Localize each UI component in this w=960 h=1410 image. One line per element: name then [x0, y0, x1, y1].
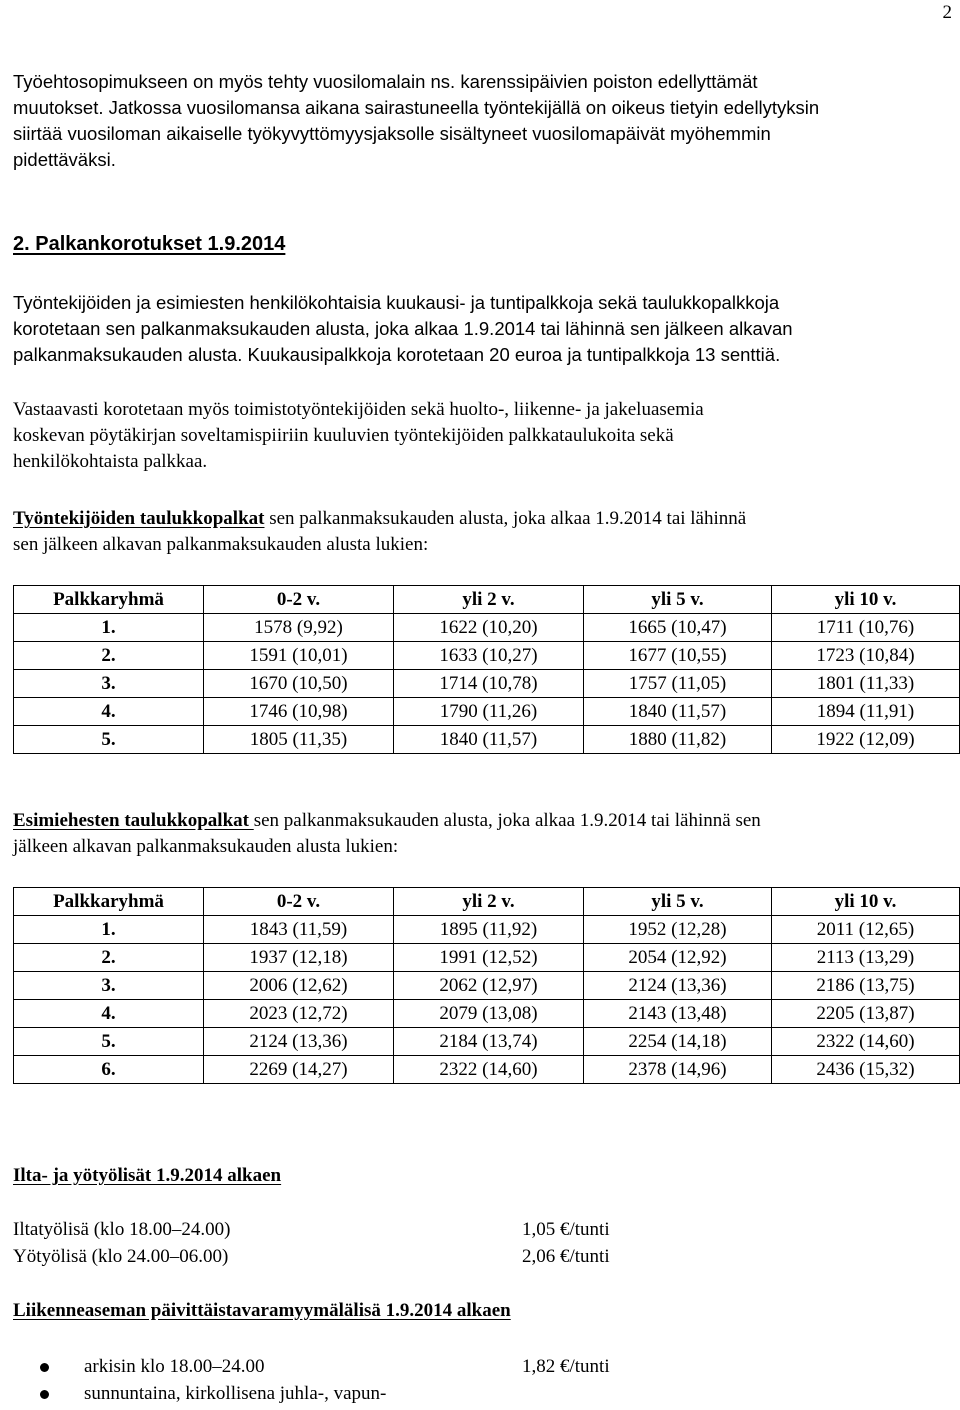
table-cell: 1991 (12,52) — [394, 944, 584, 972]
table-row — [14, 726, 960, 754]
workers-intro-line — [13, 506, 746, 532]
night-allowance-title: Ilta- ja yötyölisät 1.9.2014 alkaen — [13, 1165, 282, 1186]
pay-group-cell: 1. — [14, 614, 204, 642]
supervisors-intro-rest: sen palkanmaksukauden alusta, joka alkaa 1.9.2014 tai lähinnä sen — [253, 810, 761, 831]
table-cell: 2124 (13,36) — [584, 972, 772, 1000]
header-cell: Palkkaryhmä — [14, 586, 204, 614]
raise-paragraph — [13, 290, 793, 368]
table-cell: 2269 (14,27) — [204, 1056, 394, 1084]
bullet-icon — [40, 1363, 49, 1372]
header-cell: 0-2 v. — [204, 888, 394, 916]
raise-line: Työntekijöiden ja esimiesten henkilökohtaisia kuukausi- ja tuntipalkkoja sekä taulukkopalkkoja — [13, 292, 780, 313]
store-allowance-title: Liikenneaseman päivittäistavaramyymälälisä 1.9.2014 alkaen — [13, 1300, 511, 1321]
table-row — [14, 698, 960, 726]
table-cell: 1880 (11,82) — [584, 726, 772, 754]
intro-line: siirtää vuosiloman aikaiselle työkyvyttömyysjaksolle sisältyneet vuosilomapäivät myöhemmin — [13, 123, 771, 144]
table-row — [14, 1000, 960, 1028]
table-cell: 1937 (12,18) — [204, 944, 394, 972]
table-cell: 2023 (12,72) — [204, 1000, 394, 1028]
header-cell: yli 10 v. — [772, 888, 960, 916]
table-cell: 2205 (13,87) — [772, 1000, 960, 1028]
night-allowance-value: 2,06 €/tunti — [522, 1246, 610, 1267]
table-cell: 2378 (14,96) — [584, 1056, 772, 1084]
sunday-allowance-label: sunnuntaina, kirkollisena juhla-, vapun- — [84, 1383, 387, 1404]
table-cell: 1746 (10,98) — [204, 698, 394, 726]
table-cell: 1714 (10,78) — [394, 670, 584, 698]
table-cell: 1665 (10,47) — [584, 614, 772, 642]
table-cell: 2011 (12,65) — [772, 916, 960, 944]
intro-line: Työehtosopimukseen on myös tehty vuosilomalain ns. karenssipäivien poiston edellyttämät — [13, 71, 758, 92]
table-header-row — [14, 586, 960, 614]
table-row — [14, 944, 960, 972]
pay-group-cell: 5. — [14, 1028, 204, 1056]
section-title: 2. Palkankorotukset 1.9.2014 — [13, 233, 286, 255]
table-row — [14, 614, 960, 642]
table-cell: 2436 (15,32) — [772, 1056, 960, 1084]
table-row — [14, 1028, 960, 1056]
workers-pay-table — [13, 585, 960, 754]
office-line: Vastaavasti korotetaan myös toimistotyöntekijöiden sekä huolto-, liikenne- ja jakeluasemia — [13, 399, 704, 420]
supervisors-intro-line2: jälkeen alkavan palkanmaksukauden alusta lukien: — [13, 836, 399, 857]
table-cell: 1578 (9,92) — [204, 614, 394, 642]
pay-group-cell: 3. — [14, 670, 204, 698]
workers-table-intro — [13, 506, 746, 558]
table-cell: 1790 (11,26) — [394, 698, 584, 726]
intro-line: muutokset. Jatkossa vuosilomansa aikana sairastuneella työntekijällä on oikeus tietyin edellytyksin — [13, 97, 820, 118]
table-cell: 1952 (12,28) — [584, 916, 772, 944]
table-cell: 1711 (10,76) — [772, 614, 960, 642]
table-cell: 1805 (11,35) — [204, 726, 394, 754]
table-row — [14, 1056, 960, 1084]
intro-line: pidettäväksi. — [13, 149, 116, 170]
table-cell: 1801 (11,33) — [772, 670, 960, 698]
table-cell: 2143 (13,48) — [584, 1000, 772, 1028]
raise-line: palkanmaksukauden alusta. Kuukausipalkkoja korotetaan 20 euroa ja tuntipalkkoja 13 senttiä. — [13, 344, 781, 365]
header-cell: 0-2 v. — [204, 586, 394, 614]
night-allowance-label: Yötyölisä (klo 24.00–06.00) — [13, 1246, 229, 1267]
office-line: koskevan pöytäkirjan soveltamispiiriin kuuluvien työntekijöiden palkkataulukoita sekä — [13, 425, 674, 446]
pay-group-cell: 5. — [14, 726, 204, 754]
table-cell: 1840 (11,57) — [394, 726, 584, 754]
office-line: henkilökohtaista palkkaa. — [13, 451, 208, 472]
header-cell: yli 2 v. — [394, 888, 584, 916]
table-row — [14, 642, 960, 670]
pay-group-cell: 3. — [14, 972, 204, 1000]
pay-group-cell: 4. — [14, 698, 204, 726]
table-cell: 2054 (12,92) — [584, 944, 772, 972]
pay-group-cell: 4. — [14, 1000, 204, 1028]
table-cell: 2254 (14,18) — [584, 1028, 772, 1056]
table-cell: 1670 (10,50) — [204, 670, 394, 698]
pay-group-cell: 6. — [14, 1056, 204, 1084]
table-row — [14, 670, 960, 698]
intro-paragraph — [13, 69, 819, 173]
header-cell: yli 10 v. — [772, 586, 960, 614]
supervisors-intro-line — [13, 808, 761, 834]
header-cell: yli 5 v. — [584, 586, 772, 614]
raise-line: korotetaan sen palkanmaksukauden alusta, joka alkaa 1.9.2014 tai lähinnä sen jälkeen alkavan — [13, 318, 793, 339]
table-cell: 1633 (10,27) — [394, 642, 584, 670]
table-cell: 1723 (10,84) — [772, 642, 960, 670]
table-cell: 2124 (13,36) — [204, 1028, 394, 1056]
workers-intro-line2: sen jälkeen alkavan palkanmaksukauden alusta lukien: — [13, 534, 429, 555]
table-cell: 1757 (11,05) — [584, 670, 772, 698]
table-cell: 2186 (13,75) — [772, 972, 960, 1000]
pay-group-cell: 2. — [14, 642, 204, 670]
table-cell: 2322 (14,60) — [772, 1028, 960, 1056]
evening-allowance-value: 1,05 €/tunti — [522, 1219, 610, 1240]
weekday-allowance-label: arkisin klo 18.00–24.00 — [84, 1356, 265, 1377]
header-cell: Palkkaryhmä — [14, 888, 204, 916]
table-row — [14, 916, 960, 944]
table-header-row — [14, 888, 960, 916]
table-cell: 1922 (12,09) — [772, 726, 960, 754]
weekday-allowance-value: 1,82 €/tunti — [522, 1356, 610, 1377]
workers-table-heading: Työntekijöiden taulukkopalkat — [13, 508, 265, 529]
header-cell: yli 2 v. — [394, 586, 584, 614]
pay-group-cell: 2. — [14, 944, 204, 972]
table-cell: 1894 (11,91) — [772, 698, 960, 726]
supervisors-table-heading: Esimiehesten taulukkopalkat — [13, 810, 254, 831]
table-cell: 2006 (12,62) — [204, 972, 394, 1000]
supervisors-pay-table — [13, 887, 960, 1084]
table-cell: 1677 (10,55) — [584, 642, 772, 670]
header-cell: yli 5 v. — [584, 888, 772, 916]
supervisors-table-intro — [13, 808, 761, 860]
office-paragraph — [13, 397, 704, 475]
table-cell: 2062 (12,97) — [394, 972, 584, 1000]
table-cell: 1895 (11,92) — [394, 916, 584, 944]
table-cell: 1591 (10,01) — [204, 642, 394, 670]
table-cell: 2184 (13,74) — [394, 1028, 584, 1056]
table-cell: 1843 (11,59) — [204, 916, 394, 944]
table-cell: 2113 (13,29) — [772, 944, 960, 972]
evening-allowance-label: Iltatyölisä (klo 18.00–24.00) — [13, 1219, 231, 1240]
pay-group-cell: 1. — [14, 916, 204, 944]
table-cell: 2079 (13,08) — [394, 1000, 584, 1028]
table-cell: 2322 (14,60) — [394, 1056, 584, 1084]
page-number: 2 — [942, 2, 952, 23]
table-cell: 1622 (10,20) — [394, 614, 584, 642]
bullet-icon — [40, 1390, 49, 1399]
workers-intro-rest: sen palkanmaksukauden alusta, joka alkaa 1.9.2014 tai lähinnä — [264, 508, 747, 529]
table-row — [14, 972, 960, 1000]
table-cell: 1840 (11,57) — [584, 698, 772, 726]
